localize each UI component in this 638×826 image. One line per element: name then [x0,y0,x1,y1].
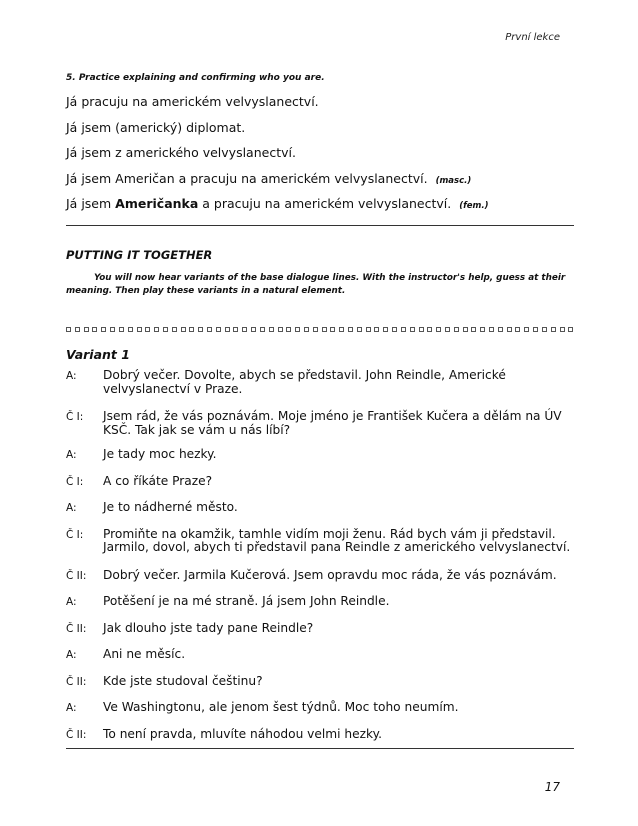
dialogue-text: Ani ne měsíc. [103,647,186,661]
box-divider [66,324,574,334]
dialogue-text: Je to nádherné město. [103,500,238,514]
divider-rule [66,225,574,226]
square-ornament-icon [401,327,406,332]
square-ornament-icon [515,327,520,332]
speaker-label: A: [66,702,77,714]
square-ornament-icon [216,327,221,332]
square-ornament-icon [198,327,203,332]
square-ornament-icon [357,327,362,332]
speaker-label: Č I: [66,475,84,488]
running-header: První lekce [505,32,560,43]
dialogue-line [66,501,576,516]
dialogue-line [66,369,576,396]
square-ornament-icon [225,327,230,332]
square-ornament-icon [366,327,371,332]
section-title: PUTTING IT TOGETHER [66,248,213,262]
square-ornament-icon [242,327,247,332]
dialogue-text: Je tady moc hezky. [103,447,217,461]
square-ornament-icon [251,327,256,332]
speaker-label: A: [66,596,77,608]
square-ornament-icon [463,327,468,332]
exercise-instruction: 5. Practice explaining and confirming who you are. [66,73,325,83]
square-ornament-icon [392,327,397,332]
square-ornament-icon [75,327,80,332]
dialogue-text: Promiňte na okamžik, tamhle vidím moji ženu. Rád bych vám ji představil. Jarmilo, dovol, abych ti představil pana Reindle z amerického velvyslanectví. [103,526,571,554]
speaker-label: Č I: [66,528,84,541]
dialogue-line [66,569,576,584]
square-ornament-icon [498,327,503,332]
page-number: 17 [544,780,560,794]
square-ornament-icon [163,327,168,332]
square-ornament-icon [233,327,238,332]
square-ornament-icon [295,327,300,332]
square-ornament-icon [436,327,441,332]
square-ornament-icon [84,327,89,332]
gender-note: (fem.) [459,201,489,212]
dialogue-line [66,622,576,637]
square-ornament-icon [128,327,133,332]
square-ornament-icon [419,327,424,332]
square-ornament-icon [207,327,212,332]
square-ornament-icon [330,327,335,332]
square-ornament-icon [374,327,379,332]
sentence-text: Já jsem Američan a pracuju na americkém velvyslanectví. [66,170,428,186]
sentence-text: Já jsem z amerického velvyslanectví. [66,145,296,161]
speaker-label: Č II: [66,622,87,635]
dialogue-text: Jak dlouho jste tady pane Reindle? [103,620,314,635]
square-ornament-icon [383,327,388,332]
gender-note: (masc.) [435,175,472,186]
square-ornament-icon [507,327,512,332]
square-ornament-icon [172,327,177,332]
square-ornament-icon [189,327,194,332]
dialogue-text: Dobrý večer. Jarmila Kučerová. Jsem opravdu moc ráda, že vás poznávám. [103,567,557,582]
sentence-text-start: Já jsem [66,196,116,212]
dialogue-line [66,475,576,490]
practice-sentence [66,196,576,211]
section-intro: You will now hear variants of the base dialogue lines. With the instructor's help, guess at their meaning. Then play these variants in a natural element. [66,273,566,296]
dialogue-line [66,701,576,716]
dialogue-text: Ve Washingtonu, ale jenom šest týdnů. Moc toho neumím. [103,700,459,714]
square-ornament-icon [269,327,274,332]
speaker-label: Č II: [66,728,87,741]
square-ornament-icon [145,327,150,332]
square-ornament-icon [524,327,529,332]
square-ornament-icon [181,327,186,332]
square-ornament-icon [66,327,71,332]
square-ornament-icon [101,327,106,332]
speaker-label: A: [66,449,77,461]
practice-sentence [66,171,576,186]
practice-sentence [66,94,576,109]
square-ornament-icon [286,327,291,332]
speaker-label: A: [66,502,77,514]
speaker-label: A: [66,649,77,661]
dialogue-text: A co říkáte Praze? [103,473,213,488]
square-ornament-icon [410,327,415,332]
variant-title: Variant 1 [66,347,130,362]
square-ornament-icon [471,327,476,332]
sentence-text: Já pracuju na americkém velvyslanectví. [66,94,319,109]
practice-sentence [66,120,576,135]
dialogue-line [66,410,576,437]
square-ornament-icon [551,327,556,332]
square-ornament-icon [427,327,432,332]
square-ornament-icon [260,327,265,332]
square-ornament-icon [92,327,97,332]
dialogue-line [66,648,576,663]
square-ornament-icon [304,327,309,332]
speaker-label: Č I: [66,411,84,423]
dialogue-line [66,675,576,690]
square-ornament-icon [119,327,124,332]
speaker-label: Č II: [66,675,87,688]
dialogue-line [66,528,576,555]
sentence-text-end: a pracuju na americkém velvyslanectví. [198,196,452,212]
dialogue-text: Jsem rád, že vás poznávám. Moje jméno je František Kučera a dělám na ÚV KSČ. Tak jak se vám u nás líbí? [103,409,562,437]
practice-exercise [66,73,576,222]
square-ornament-icon [154,327,159,332]
dialogue-line [66,595,576,610]
square-ornament-icon [533,327,538,332]
dialogue-text: Dobrý večer. Dovolte, abych se představil. John Reindle, Americké velvyslanectví v Praze. [103,368,506,396]
dialogue [66,369,576,754]
square-ornament-icon [560,327,565,332]
speaker-label: Č II: [66,569,87,582]
dialogue-text: To není pravda, mluvíte náhodou velmi hezky. [103,726,383,741]
square-ornament-icon [480,327,485,332]
dialogue-line [66,728,576,743]
square-ornament-icon [137,327,142,332]
square-ornament-icon [322,327,327,332]
square-ornament-icon [348,327,353,332]
sentence-text: Já jsem (americký) diplomat. [66,119,246,135]
square-ornament-icon [489,327,494,332]
practice-sentence [66,145,576,160]
square-ornament-icon [542,327,547,332]
square-ornament-icon [313,327,318,332]
square-ornament-icon [568,327,573,332]
square-ornament-icon [454,327,459,332]
square-ornament-icon [445,327,450,332]
dialogue-text: Potěšení je na mé straně. Já jsem John Reindle. [103,594,390,608]
square-ornament-icon [339,327,344,332]
square-ornament-icon [110,327,115,332]
divider-rule [66,748,574,749]
sentence-emphasis: Američanka [115,196,199,212]
square-ornament-icon [278,327,283,332]
dialogue-text: Kde jste studoval češtinu? [103,673,263,688]
speaker-label: A: [66,370,77,382]
dialogue-line [66,448,576,463]
